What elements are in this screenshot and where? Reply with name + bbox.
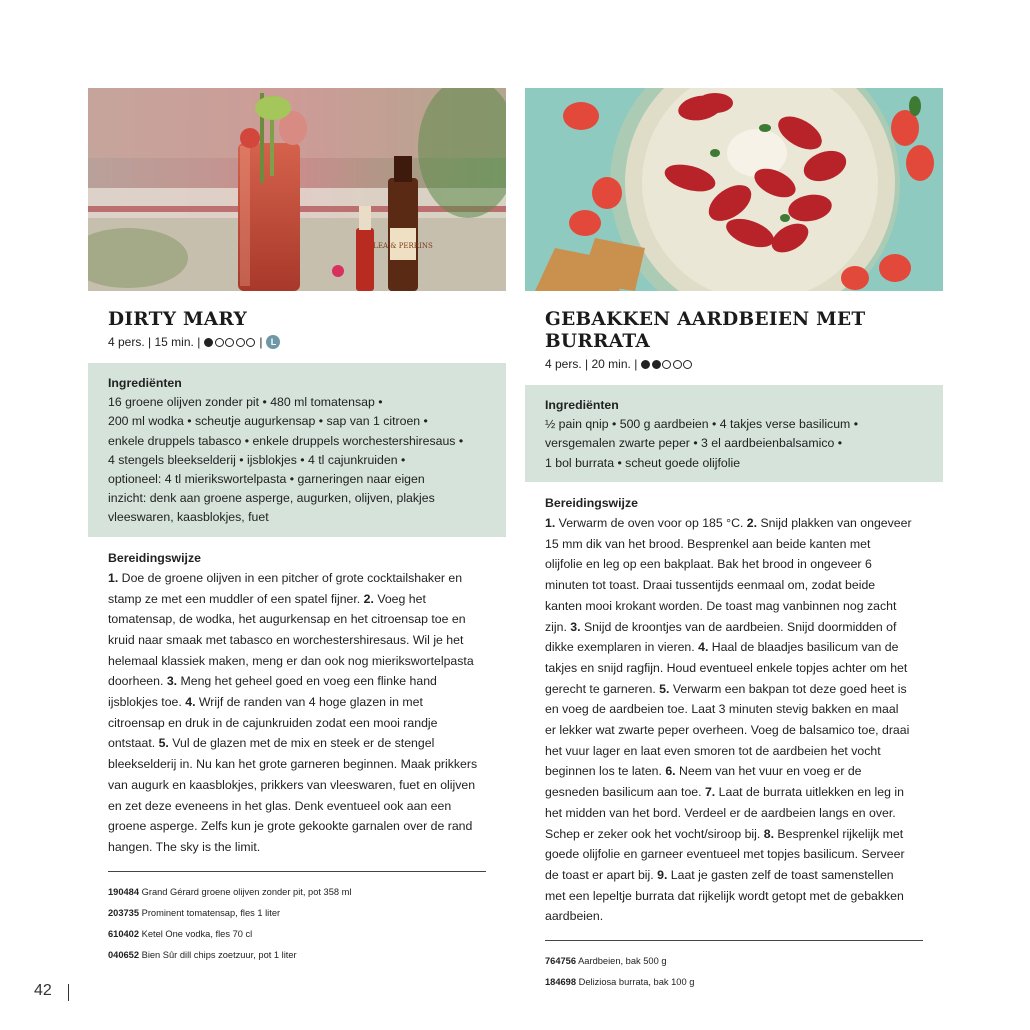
ingredient-line: inzicht: denk aan groene asperge, augurken, olijven, plakjes xyxy=(108,491,435,506)
method-heading: Bereidingswijze xyxy=(108,550,201,565)
step-number: 2. xyxy=(363,591,374,606)
product-code: 610402 xyxy=(108,928,140,939)
recipe-title: DIRTY MARY xyxy=(108,309,248,330)
empty-dot-icon xyxy=(673,360,682,369)
step-number: 3. xyxy=(570,619,581,634)
label-badge-icon: L xyxy=(266,335,280,349)
method-line: van augurk en kaasblokjes, prikkers van vleeswaren, fuet en olijven xyxy=(108,777,476,792)
method-line: helemaal klassiek maken, meng er dan ook nog mierikswortelpasta xyxy=(108,653,474,668)
step-number: 2. xyxy=(746,516,758,531)
separator: | xyxy=(259,335,263,349)
method-line: goede olijfolie en garneer eventueel met topjes basilicum. Serveer xyxy=(545,847,905,862)
product-item xyxy=(108,903,486,924)
method-line: 1. Doe de groene olijven in een pitcher of grote cocktailshaker en xyxy=(108,570,463,585)
empty-dot-icon xyxy=(215,338,224,347)
difficulty-rating xyxy=(204,338,255,347)
strawberries-photo xyxy=(525,88,943,291)
method-line: 15 mm dik van het brood. Besprenkel aan beide kanten met xyxy=(545,536,871,551)
product-item xyxy=(545,972,923,993)
product-item xyxy=(108,945,486,966)
ingredient-line: 200 ml wodka • scheutje augurkensap • sap van 1 citroen • xyxy=(108,414,428,429)
product-description: Bien Sûr dill chips zoetzuur, pot 1 liter xyxy=(139,949,297,960)
page-number-bar xyxy=(68,984,69,1001)
step-number: 1. xyxy=(545,516,556,531)
ingredient-line: ½ pain qnip • 500 g aardbeien • 4 takjes verse basilicum • xyxy=(545,417,859,432)
difficulty-rating xyxy=(641,360,692,369)
step-number: 5. xyxy=(659,681,670,696)
method-line: Schep er zeker ook het vocht/siroop bij. 8. Besprenkel rijkelijk met xyxy=(545,826,904,841)
method-line: kruid naar smaak met tabasco en worchestershiresaus. Wil je het xyxy=(108,632,464,647)
product-description: Ketel One vodka, fles 70 cl xyxy=(139,928,253,939)
product-description: Aardbeien, bak 500 g xyxy=(576,956,667,967)
method-section xyxy=(88,549,506,858)
separator: | xyxy=(585,357,589,371)
product-code: 184698 xyxy=(545,977,577,988)
prep-time: 20 min. xyxy=(591,357,631,371)
ingredients-box xyxy=(525,385,943,482)
method-line: gerecht te garneren. 5. Verwarm een bakpan tot deze goed heet is xyxy=(545,681,907,696)
recipe-meta xyxy=(545,356,943,372)
product-list xyxy=(545,951,923,993)
ingredients-heading: Ingrediënten xyxy=(545,398,619,412)
product-list xyxy=(108,882,486,966)
prep-time: 15 min. xyxy=(154,335,194,349)
method-line: ontstaat. 5. Vul de glazen met de mix en steek er de stengel xyxy=(108,736,435,751)
recipe-dirty-mary xyxy=(88,88,506,966)
product-code: 190484 xyxy=(108,886,140,897)
product-description: Grand Gérard groene olijven zonder pit, pot 358 ml xyxy=(139,886,352,897)
divider xyxy=(108,871,486,872)
product-description: Deliziosa burrata, bak 100 g xyxy=(576,977,695,988)
ingredient-line: 1 bol burrata • scheut goede olijfolie xyxy=(545,455,741,470)
ingredients-box xyxy=(88,363,506,537)
product-item xyxy=(545,951,923,972)
empty-dot-icon xyxy=(225,338,234,347)
method-line: tomatensap, de wodka, het augurkensap en het citroensap toe en xyxy=(108,612,466,627)
recipe-meta xyxy=(108,334,506,350)
page-number: 42 xyxy=(34,982,52,999)
method-line: takjes en snijd ragfijn. Houd eventueel enkele topjes achter om het xyxy=(545,660,908,675)
method-line: aardbeien. xyxy=(545,909,604,924)
product-code: 203735 xyxy=(108,907,140,918)
method-line: ijsblokjes toe. 4. Wrijf de randen van 4 hoge glazen in met xyxy=(108,695,423,710)
empty-dot-icon xyxy=(236,338,245,347)
method-line: en zet deze eveneens in het glas. Denk eventueel ook aan een xyxy=(108,798,452,813)
product-description: Prominent tomatensap, fles 1 liter xyxy=(139,907,281,918)
method-line: en voeg de aardbeien toe. Laat 3 minuten stevig bakken en maal xyxy=(545,702,899,717)
method-line: beginnen los te laten. 6. Neem van het vuur en voeg er de xyxy=(545,764,862,779)
method-line: doorheen. 3. Meng het geheel goed en voeg een flinke hand xyxy=(108,674,437,689)
recipe-title: GEBAKKEN AARDBEIEN MET BURRATA xyxy=(545,309,866,352)
method-section xyxy=(525,494,943,927)
ingredient-line: optioneel: 4 tl mierikswortelpasta • garneringen naar eigen xyxy=(108,472,425,487)
dirty-mary-photo xyxy=(88,88,506,291)
method-line: olijfolie en leg op een bakplaat. Bak het brood in ongeveer 6 xyxy=(545,557,872,572)
step-number: 4. xyxy=(698,640,709,655)
product-code: 040652 xyxy=(108,949,140,960)
method-text xyxy=(545,513,923,927)
method-line: minuten tot toast. Draai tussentijds eenmaal om, zodat beide xyxy=(545,578,876,593)
product-item xyxy=(108,882,486,903)
method-line: het vuur lager en laat even smoren tot de aardbeien het vocht xyxy=(545,743,881,758)
method-line: zijn. 3. Snijd de kroontjes van de aardbeien. Snijd doormidden of xyxy=(545,619,897,634)
product-code: 764756 xyxy=(545,956,577,967)
ingredients-list xyxy=(108,393,486,527)
product-item xyxy=(108,924,486,945)
method-line: citroensap en druk in de cajunkruiden zodat een mooi randje xyxy=(108,715,438,730)
empty-dot-icon xyxy=(662,360,671,369)
filled-dot-icon xyxy=(652,360,661,369)
step-number: 9. xyxy=(657,867,668,882)
bottle-label: LEA & PERRINS xyxy=(373,242,433,250)
ingredient-line: 16 groene olijven zonder pit • 480 ml tomatensap • xyxy=(108,395,383,410)
cocktail-image xyxy=(88,88,506,291)
empty-dot-icon xyxy=(246,338,255,347)
method-line: er lekker wat zwarte peper overheen. Voeg de balsamico toe, draai xyxy=(545,723,910,738)
method-line: stamp ze met een muddler of een spatel fijner. 2. Voeg het xyxy=(108,591,426,606)
divider xyxy=(545,940,923,941)
separator: | xyxy=(634,357,638,371)
method-line: het midden van het bord. Verdeel er de aardbeien langs en over. xyxy=(545,805,896,820)
method-line: bleekselderij in. Nu kan het grote garneren beginnen. Maak prikkers xyxy=(108,757,478,772)
ingredient-line: 4 stengels bleekselderij • ijsblokjes • 4 tl cajunkruiden • xyxy=(108,452,406,467)
step-number: 5. xyxy=(158,736,169,751)
persons: 4 pers. xyxy=(108,335,145,349)
ingredient-line: versgemalen zwarte peper • 3 el aardbeienbalsamico • xyxy=(545,436,843,451)
method-line: de toast er apart bij. 9. Laat je gasten zelf de toast samenstellen xyxy=(545,867,894,882)
step-number: 8. xyxy=(763,826,774,841)
method-text xyxy=(108,568,486,858)
step-number: 4. xyxy=(185,695,196,710)
filled-dot-icon xyxy=(204,338,213,347)
step-number: 6. xyxy=(665,764,676,779)
recipe-strawberries-burrata xyxy=(525,88,943,993)
method-line: met een lepeltje burrata dat rijkelijk wordt getopt met de gebakken xyxy=(545,888,904,903)
separator: | xyxy=(197,335,201,349)
ingredient-line: enkele druppels tabasco • enkele druppels worchestershiresaus • xyxy=(108,433,464,448)
ingredients-list xyxy=(545,415,923,473)
method-line: groene asperge. Zelfs kun je grote gekookte garnalen over de rand xyxy=(108,819,473,834)
dish-image xyxy=(525,88,943,291)
ingredients-heading: Ingrediënten xyxy=(108,376,182,390)
persons: 4 pers. xyxy=(545,357,582,371)
method-line: gesneden basilicum aan toe. 7. Laat de burrata uitlekken en leg in xyxy=(545,785,904,800)
method-line: dikke exemplaren in vieren. 4. Haal de blaadjes basilicum van de xyxy=(545,640,899,655)
method-heading: Bereidingswijze xyxy=(545,495,638,510)
step-number: 7. xyxy=(704,785,716,800)
step-number: 1. xyxy=(108,570,119,585)
method-line: kanten mooi krokant worden. De toast mag vanbinnen nog zacht xyxy=(545,598,897,613)
filled-dot-icon xyxy=(641,360,650,369)
ingredient-line: vleeswaren, kaasblokjes, fuet xyxy=(108,510,269,525)
step-number: 3. xyxy=(166,674,178,689)
empty-dot-icon xyxy=(683,360,692,369)
method-line: hangen. The sky is the limit. xyxy=(108,839,261,854)
separator: | xyxy=(148,335,152,349)
method-line: 1. Verwarm de oven voor op 185 °C. 2. Snijd plakken van ongeveer xyxy=(545,516,912,531)
